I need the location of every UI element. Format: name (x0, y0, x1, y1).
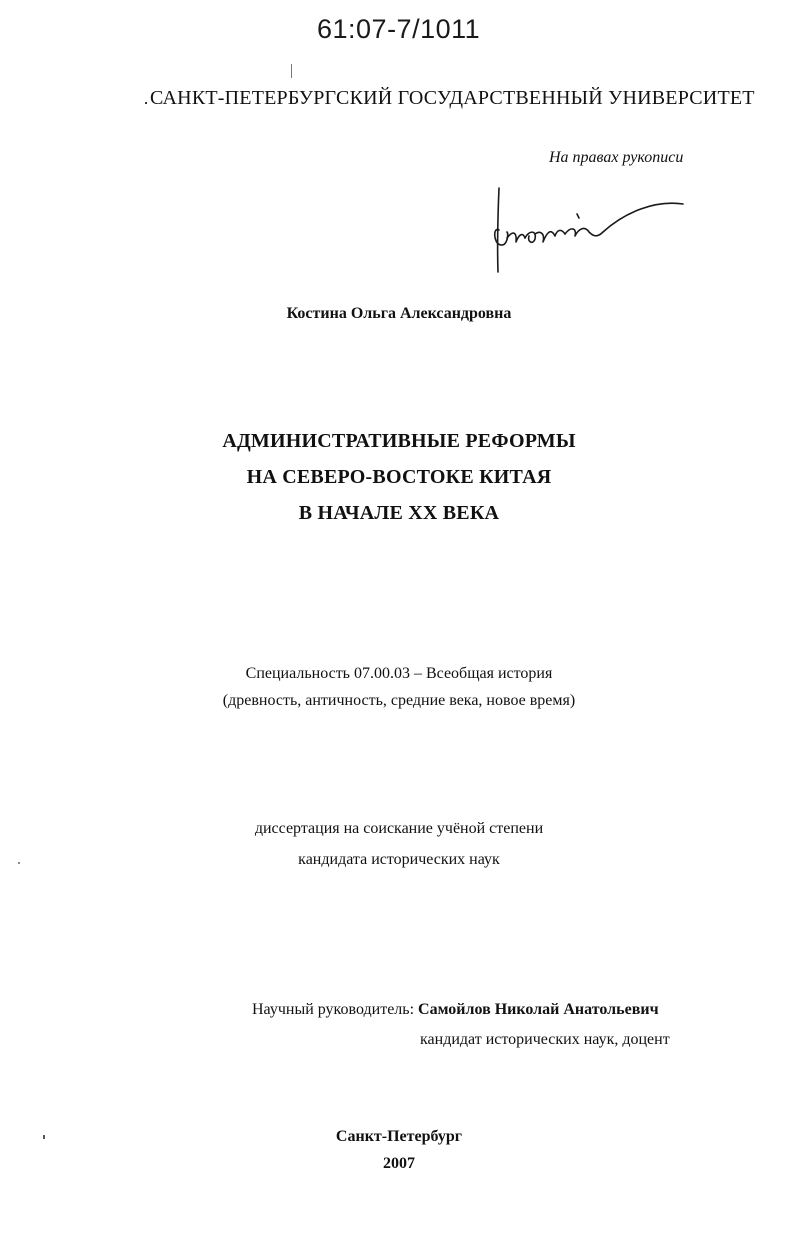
degree-line: диссертация на соискание учёной степени (254, 820, 544, 837)
scan-speck (43, 1135, 45, 1139)
supervisor-line (252, 1001, 659, 1019)
title-line: АДМИНИСТРАТИВНЫЕ РЕФОРМЫ (222, 430, 576, 452)
specialty-block (0, 660, 798, 714)
dissertation-title (0, 423, 798, 531)
year: 2007 (383, 1155, 415, 1172)
scan-mark (291, 64, 292, 78)
scan-dot (145, 102, 147, 104)
university-name: САНКТ-ПЕТЕРБУРГСКИЙ ГОСУДАРСТВЕННЫЙ УНИВЕРСИТЕТ (150, 87, 755, 109)
title-line: В НАЧАЛЕ XX ВЕКА (298, 502, 500, 524)
degree-block (0, 813, 798, 875)
specialty-line: Специальность 07.00.03 – Всеобщая история (245, 665, 553, 682)
supervisor-label: Научный руководитель: (252, 1001, 415, 1018)
specialty-subline: (древность, античность, средние века, новое время) (222, 692, 576, 709)
author-name: Костина Ольга Александровна (286, 305, 512, 322)
title-line: НА СЕВЕРО-ВОСТОКЕ КИТАЯ (246, 466, 552, 488)
degree-subline: кандидата исторических наук (298, 851, 500, 868)
city: Санкт-Петербург (335, 1128, 463, 1145)
scan-speck (18, 862, 20, 864)
supervisor-rank: кандидат исторических наук, доцент (420, 1031, 670, 1048)
handwritten-signature (485, 182, 695, 277)
supervisor-name: Самойлов Николай Анатольевич (418, 1001, 659, 1018)
catalog-number: 61:07-7/1011 (317, 14, 481, 44)
manuscript-rights-note: На правах рукописи (549, 149, 684, 166)
